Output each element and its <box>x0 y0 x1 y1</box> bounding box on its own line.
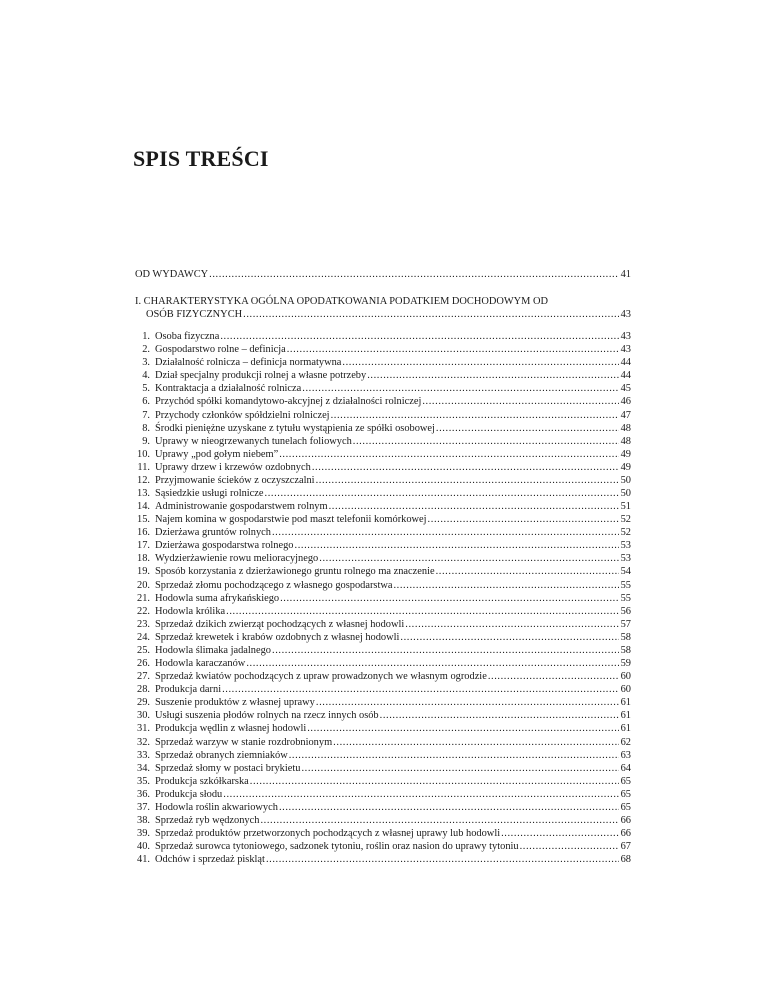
leader-dots <box>289 749 619 762</box>
toc-entry-label: Dział specjalny produkcji rolnej a własne potrzeby <box>155 370 367 382</box>
toc-entry-page: 44 <box>620 370 631 382</box>
leader-dots <box>279 801 619 814</box>
toc-entry-page: 55 <box>620 592 631 604</box>
toc-entry-label: Hodowla roślin akwariowych <box>155 801 278 813</box>
toc-entry-number: 24. <box>137 631 150 643</box>
leader-dots <box>209 268 618 281</box>
toc-entry-number: 5. <box>142 383 150 395</box>
leader-dots <box>272 644 619 657</box>
toc-entry-label: Wydzierżawienie rowu melioracyjnego <box>155 553 319 565</box>
leader-dots <box>501 827 619 840</box>
leader-dots <box>367 369 618 382</box>
leader-dots <box>302 382 618 395</box>
leader-dots <box>266 853 619 866</box>
toc-entry-number: 9. <box>142 435 150 447</box>
toc-entry-page: 65 <box>620 801 631 813</box>
toc-entry-label: Uprawy drzew i krzewów ozdobnych <box>155 461 311 473</box>
chapter-heading <box>135 295 631 308</box>
toc-entry-page: 63 <box>620 749 631 761</box>
toc-entry <box>135 605 631 618</box>
toc-entry-label: Sprzedaż słomy w postaci brykietu <box>155 762 301 774</box>
toc-entry <box>135 592 631 605</box>
toc-entry-label: Sprzedaż krewetek i krabów ozdobnych z własnej hodowli <box>155 631 400 643</box>
toc-entry-number: 18. <box>137 553 150 565</box>
toc-entry-label: Dzierżawa gruntów rolnych <box>155 527 271 539</box>
toc-entry <box>135 513 631 526</box>
toc-entry-page: 49 <box>620 448 631 460</box>
leader-dots <box>331 409 619 422</box>
toc-entry-page: 53 <box>620 540 631 552</box>
toc-entry-page: 52 <box>620 527 631 539</box>
toc-entry <box>135 631 631 644</box>
chapter-heading-line2: OSÓB FIZYCZNYCH <box>146 309 243 320</box>
chapter-page: 43 <box>620 309 631 320</box>
toc-entry-page: 51 <box>620 501 631 512</box>
toc-entry-page: 48 <box>620 435 631 447</box>
toc-entry <box>135 749 631 762</box>
toc-entry-page: 41 <box>620 269 631 280</box>
toc-entry-number: 26. <box>137 658 150 669</box>
toc-entry-number: 39. <box>137 828 150 839</box>
leader-dots <box>319 552 618 565</box>
toc-entry-page: 58 <box>620 631 631 643</box>
chapter-heading-continued <box>146 308 631 321</box>
leader-dots <box>422 395 618 408</box>
toc-entry <box>135 409 631 422</box>
toc-entry-label: Produkcja wędlin z własnej hodowli <box>155 723 307 735</box>
leader-dots <box>428 513 619 526</box>
leader-dots <box>223 788 618 801</box>
toc-entry-label: Sprzedaż warzyw w stanie rozdrobnionym <box>155 736 333 748</box>
leader-dots <box>307 722 618 735</box>
leader-dots <box>280 592 619 605</box>
toc-entry-number: 36. <box>137 788 150 800</box>
toc-entry-page: 58 <box>620 644 631 656</box>
toc-entry-label: Hodowla karaczanów <box>155 658 246 669</box>
toc-entry-label: Działalność rolnicza – definicja normatywna <box>155 357 342 369</box>
toc-entry-number: 21. <box>137 592 150 604</box>
toc-entry-page: 55 <box>620 579 631 591</box>
toc-entry-page: 53 <box>620 553 631 565</box>
toc-entry-label: Uprawy „pod gołym niebem” <box>155 448 279 460</box>
leader-dots <box>287 343 619 356</box>
toc-entry-number: 7. <box>142 409 150 421</box>
toc-entry <box>135 565 631 578</box>
toc-entry-number: 16. <box>137 527 150 539</box>
toc-entry-page: 48 <box>620 422 631 434</box>
toc-entry-number: 37. <box>137 801 150 813</box>
toc-entry-page: 60 <box>620 671 631 683</box>
toc-entry-page: 62 <box>620 736 631 748</box>
toc-entry <box>135 552 631 565</box>
toc-entry <box>135 422 631 435</box>
leader-dots <box>220 330 618 343</box>
toc-entry-label: Hodowla ślimaka jadalnego <box>155 644 271 656</box>
toc-entry <box>135 526 631 539</box>
toc-entry-page: 67 <box>620 841 631 853</box>
toc-entry-number: 3. <box>142 357 150 369</box>
toc-entry <box>135 736 631 749</box>
leader-dots <box>246 657 618 670</box>
toc-entry-label: Sprzedaż złomu pochodzącego z własnego gospodarstwa <box>155 579 393 591</box>
leader-dots <box>272 526 619 539</box>
toc-entry <box>135 448 631 461</box>
toc-entry-page: 44 <box>620 357 631 369</box>
toc-entry-label: Sposób korzystania z dzierżawionego gruntu rolnego ma znaczenie <box>155 566 435 578</box>
toc-entry-number: 41. <box>137 854 150 866</box>
toc-entry <box>135 722 631 735</box>
toc-entry-label: Przychody członków spółdzielni rolniczej <box>155 409 330 421</box>
page-title: SPIS TREŚCI <box>133 146 269 171</box>
toc-entry-label: Sprzedaż kwiatów pochodzących z upraw prowadzonych we własnym ogrodzie <box>155 671 487 683</box>
toc-entry-page: 64 <box>620 762 631 774</box>
toc-entry-page: 65 <box>620 788 631 800</box>
toc-entry-page: 56 <box>620 605 631 617</box>
toc-entry-number: 8. <box>142 422 150 434</box>
toc-entry-number: 17. <box>137 540 150 552</box>
toc-entry <box>135 618 631 631</box>
toc-entry-label: Suszenie produktów z własnej uprawy <box>155 697 315 709</box>
toc-entry-number: 14. <box>137 501 150 512</box>
toc-entry <box>135 683 631 696</box>
toc-entry-page: 47 <box>620 409 631 421</box>
toc-entry-page: 61 <box>620 697 631 709</box>
toc-entry <box>135 853 631 866</box>
toc-entry-page: 46 <box>620 396 631 408</box>
toc-entry <box>135 579 631 592</box>
toc-entry-label: Usługi suszenia płodów rolnych na rzecz innych osób <box>155 710 379 722</box>
leader-dots <box>353 435 619 448</box>
toc-entry <box>135 827 631 840</box>
toc-entry-front <box>135 268 631 281</box>
toc-entry-label: Hodowla suma afrykańskiego <box>155 592 280 604</box>
toc-entry-number: 34. <box>137 762 150 774</box>
leader-dots <box>405 618 618 631</box>
toc-entry-label: Dzierżawa gospodarstwa rolnego <box>155 540 294 552</box>
chapter-heading-line1: I. CHARAKTERYSTYKA OGÓLNA OPODATKOWANIA PODATKIEM DOCHODOWYM OD <box>135 296 549 307</box>
toc-entry <box>135 382 631 395</box>
toc-entry <box>135 500 631 513</box>
toc-entry <box>135 657 631 670</box>
toc-entry-number: 2. <box>142 344 150 356</box>
leader-dots <box>312 461 619 474</box>
toc-entry <box>135 356 631 369</box>
toc-entry-number: 20. <box>137 579 150 591</box>
toc-entry-number: 22. <box>137 605 150 617</box>
toc-entry <box>135 696 631 709</box>
leader-dots <box>301 762 618 775</box>
leader-dots <box>316 474 619 487</box>
toc-entry-number: 10. <box>137 448 150 460</box>
leader-dots <box>488 670 619 683</box>
toc-entry-number: 25. <box>137 644 150 656</box>
toc-entry-number: 15. <box>137 514 150 526</box>
toc-entry <box>135 814 631 827</box>
toc-entry-label: Sprzedaż produktów przetworzonych pochodzących z własnej uprawy lub hodowli <box>155 828 501 839</box>
leader-dots <box>393 579 618 592</box>
toc-entry-page: 66 <box>620 828 631 839</box>
toc-entry-number: 35. <box>137 775 150 787</box>
toc-entry <box>135 487 631 500</box>
toc-entry-page: 57 <box>620 618 631 630</box>
toc-entry-label: Przyjmowanie ścieków z oczyszczalni <box>155 474 315 486</box>
toc-entry-number: 27. <box>137 671 150 683</box>
leader-dots <box>243 308 618 321</box>
toc-entry-label: Hodowla królika <box>155 605 226 617</box>
toc-entry-page: 59 <box>620 658 631 669</box>
toc-entry-number: 6. <box>142 396 150 408</box>
toc-entry <box>135 801 631 814</box>
leader-dots <box>342 356 618 369</box>
toc-entry-label: Odchów i sprzedaż piskląt <box>155 854 265 866</box>
toc-entry-number: 12. <box>137 474 150 486</box>
leader-dots <box>436 422 619 435</box>
toc-entry <box>135 474 631 487</box>
toc-entry-number: 4. <box>142 370 150 382</box>
toc-entry-label: OD WYDAWCY <box>135 269 209 280</box>
leader-dots <box>250 775 619 788</box>
toc-entry-page: 60 <box>620 684 631 696</box>
toc-entry <box>135 788 631 801</box>
toc-entry <box>135 343 631 356</box>
leader-dots <box>265 487 619 500</box>
toc-entry-number: 1. <box>142 331 150 342</box>
toc-entry <box>135 395 631 408</box>
toc-entry-label: Uprawy w nieogrzewanych tunelach foliowych <box>155 435 352 447</box>
toc-entry-label: Osoba fizyczna <box>155 331 220 342</box>
toc-entry-number: 32. <box>137 736 150 748</box>
toc-entry-page: 65 <box>620 775 631 787</box>
toc-entry-number: 40. <box>137 841 150 853</box>
toc-entry <box>135 330 631 343</box>
toc-entry-page: 61 <box>620 710 631 722</box>
leader-dots <box>333 736 618 749</box>
toc-entry <box>135 762 631 775</box>
toc-entry-label: Sprzedaż surowca tytoniowego, sadzonek tytoniu, roślin oraz nasion do uprawy tytoniu <box>155 841 519 853</box>
toc-entry-page: 52 <box>620 514 631 526</box>
toc-entry-number: 31. <box>137 723 150 735</box>
toc-entry-number: 29. <box>137 697 150 709</box>
toc-entry-number: 38. <box>137 815 150 826</box>
toc-entry <box>135 644 631 657</box>
toc-entry-number: 11. <box>137 461 150 473</box>
leader-dots <box>295 539 619 552</box>
toc-entry-number: 28. <box>137 684 150 696</box>
toc-entry-label: Produkcja szkółkarska <box>155 775 249 787</box>
toc-entry-number: 30. <box>137 710 150 722</box>
toc-entry-page: 50 <box>620 474 631 486</box>
toc-entry <box>135 840 631 853</box>
leader-dots <box>316 696 619 709</box>
leader-dots <box>520 840 619 853</box>
toc-entry-label: Środki pieniężne uzyskane z tytułu wystąpienia ze spółki osobowej <box>155 422 435 434</box>
toc-entry-label: Najem komina w gospodarstwie pod maszt telefonii komórkowej <box>155 514 427 526</box>
leader-dots <box>222 683 619 696</box>
toc-entry-label: Produkcja darni <box>155 684 222 696</box>
leader-dots <box>400 631 618 644</box>
toc-entry-page: 43 <box>620 331 631 342</box>
toc-entry <box>135 369 631 382</box>
toc-entry-page: 61 <box>620 723 631 735</box>
toc-entry-label: Produkcja słodu <box>155 788 223 800</box>
toc-entry-label: Kontraktacja a działalność rolnicza <box>155 383 302 395</box>
toc-entry-label: Sąsiedzkie usługi rolnicze <box>155 488 264 499</box>
toc-entry <box>135 775 631 788</box>
toc-entry-page: 50 <box>620 488 631 499</box>
toc-entry-page: 54 <box>620 566 631 578</box>
toc-entry-page: 49 <box>620 461 631 473</box>
toc-entry-label: Sprzedaż dzikich zwierząt pochodzących z własnej hodowli <box>155 618 405 630</box>
toc-entry-page: 68 <box>620 854 631 866</box>
toc-entry-label: Gospodarstwo rolne – definicja <box>155 344 286 356</box>
leader-dots <box>226 605 618 618</box>
leader-dots <box>279 448 618 461</box>
toc-entry-number: 23. <box>137 618 150 630</box>
toc-entry-page: 45 <box>620 383 631 395</box>
toc-entry-number: 13. <box>137 488 150 499</box>
leader-dots <box>380 709 619 722</box>
toc-entry-label: Przychód spółki komandytowo-akcyjnej z działalności rolniczej <box>155 396 422 408</box>
toc-entry <box>135 539 631 552</box>
toc-entry-label: Sprzedaż ryb wędzonych <box>155 815 260 826</box>
toc-entry-page: 66 <box>620 815 631 826</box>
toc-entry-number: 19. <box>137 566 150 578</box>
toc-entry <box>135 670 631 683</box>
toc-entry <box>135 461 631 474</box>
toc-entry-label: Sprzedaż obranych ziemniaków <box>155 749 288 761</box>
leader-dots <box>436 565 619 578</box>
toc-entry-label: Administrowanie gospodarstwem rolnym <box>155 501 328 512</box>
leader-dots <box>329 500 619 513</box>
toc-entry <box>135 709 631 722</box>
toc-entry-number: 33. <box>137 749 150 761</box>
toc-entry <box>135 435 631 448</box>
toc-entry-page: 43 <box>620 344 631 356</box>
leader-dots <box>260 814 618 827</box>
